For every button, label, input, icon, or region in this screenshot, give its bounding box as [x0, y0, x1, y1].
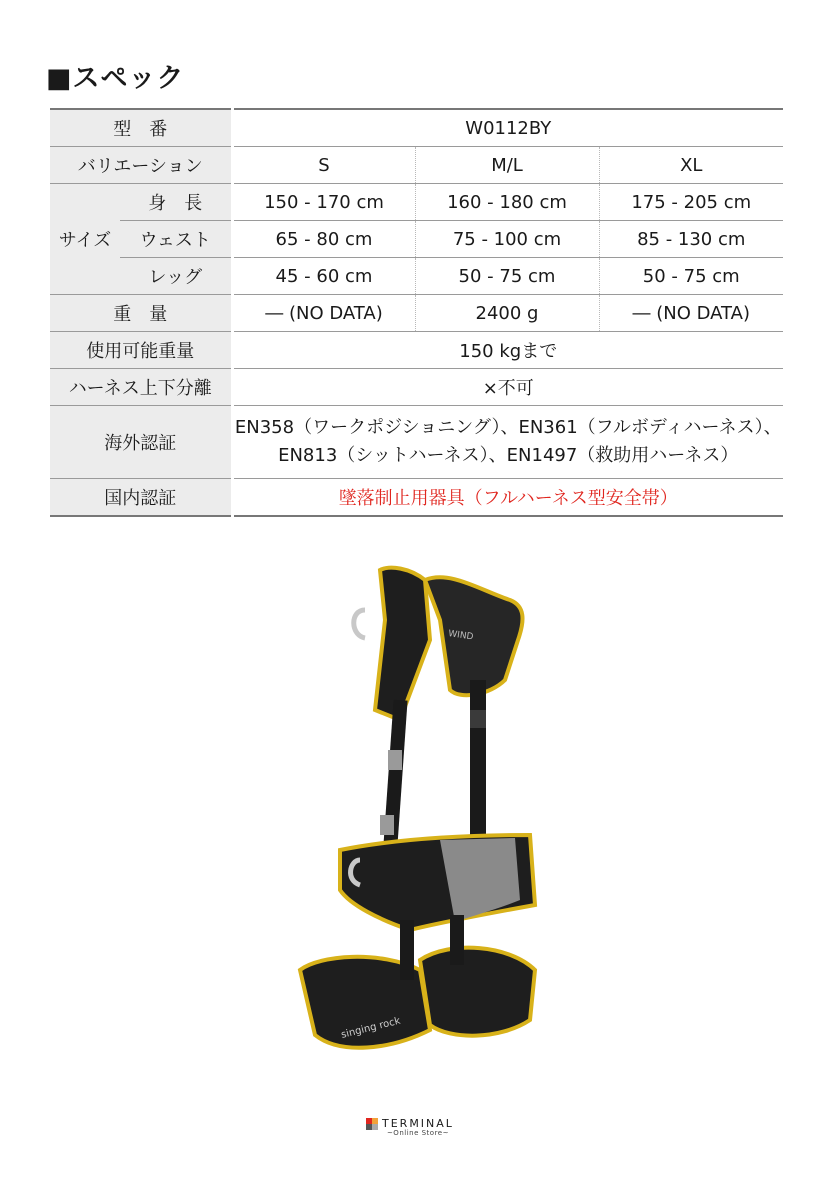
variation-xl: XL	[599, 147, 783, 184]
overseas-cert-line-2: EN813（シットハーネス）、EN1497（救助用ハーネス）	[278, 445, 739, 466]
variation-ml: M/L	[415, 147, 599, 184]
height-xl: 175 - 205 cm	[599, 184, 783, 221]
load-value: 150 kgまで	[232, 332, 783, 369]
side-d-ring	[354, 610, 365, 638]
size-group-label: サイズ	[50, 184, 120, 295]
row-waist	[50, 221, 783, 258]
leg-connector-left	[400, 920, 414, 980]
split-label: ハーネス上下分離	[50, 369, 232, 406]
row-leg	[50, 258, 783, 295]
row-domestic-cert	[50, 479, 783, 517]
overseas-cert-value	[232, 406, 783, 479]
leg-ml: 50 - 75 cm	[415, 258, 599, 295]
row-split	[50, 369, 783, 406]
leg-s: 45 - 60 cm	[232, 258, 415, 295]
yoke-brand-text: WIND	[447, 629, 474, 643]
back-strap	[470, 680, 486, 850]
leg-connector-right	[450, 915, 464, 965]
leg-xl: 50 - 75 cm	[599, 258, 783, 295]
domestic-cert-value: 墜落制止用器具（フルハーネス型安全帯）	[232, 479, 783, 517]
waist-label: ウェスト	[120, 221, 232, 258]
weight-label: 重 量	[50, 295, 232, 332]
overseas-cert-line-1: EN358（ワークポジショニング）、EN361（フルボディハーネス）、	[234, 417, 782, 439]
waist-ml: 75 - 100 cm	[415, 221, 599, 258]
waist-s: 65 - 80 cm	[232, 221, 415, 258]
footer-brand: TERMINAL	[382, 1117, 454, 1130]
terminal-logo-icon	[366, 1118, 378, 1130]
model-label: 型 番	[50, 109, 232, 147]
page-title: ■スペック	[46, 63, 185, 94]
front-ring-upper	[388, 750, 402, 770]
row-overseas-cert	[50, 406, 783, 479]
load-label: 使用可能重量	[50, 332, 232, 369]
weight-s: ― (NO DATA)	[232, 295, 415, 332]
row-load	[50, 332, 783, 369]
variation-label: バリエーション	[50, 147, 232, 184]
front-ring-lower	[380, 815, 394, 835]
leg-loop-brand-text: singing rock	[340, 1015, 402, 1041]
footer-logo	[366, 1118, 454, 1138]
leg-label: レッグ	[120, 258, 232, 295]
height-s: 150 - 170 cm	[232, 184, 415, 221]
row-model	[50, 109, 783, 147]
right-leg-loop	[420, 948, 535, 1036]
footer-sub: ~Online Store~	[386, 1129, 449, 1137]
row-height	[50, 184, 783, 221]
waist-xl: 85 - 130 cm	[599, 221, 783, 258]
height-ml: 160 - 180 cm	[415, 184, 599, 221]
height-label: 身 長	[120, 184, 232, 221]
spec-table	[50, 108, 783, 517]
weight-xl: ― (NO DATA)	[599, 295, 783, 332]
domestic-cert-label: 国内認証	[50, 479, 232, 517]
back-buckle	[470, 710, 486, 728]
variation-s: S	[232, 147, 415, 184]
harness-product-image	[280, 560, 560, 1080]
weight-ml: 2400 g	[415, 295, 599, 332]
split-value: ×不可	[232, 369, 783, 406]
row-weight	[50, 295, 783, 332]
back-yoke	[425, 577, 523, 695]
row-variation	[50, 147, 783, 184]
left-shoulder-pad	[375, 568, 430, 720]
model-value: W0112BY	[232, 109, 783, 147]
front-strap-left	[382, 700, 407, 861]
overseas-cert-label: 海外認証	[50, 406, 232, 479]
